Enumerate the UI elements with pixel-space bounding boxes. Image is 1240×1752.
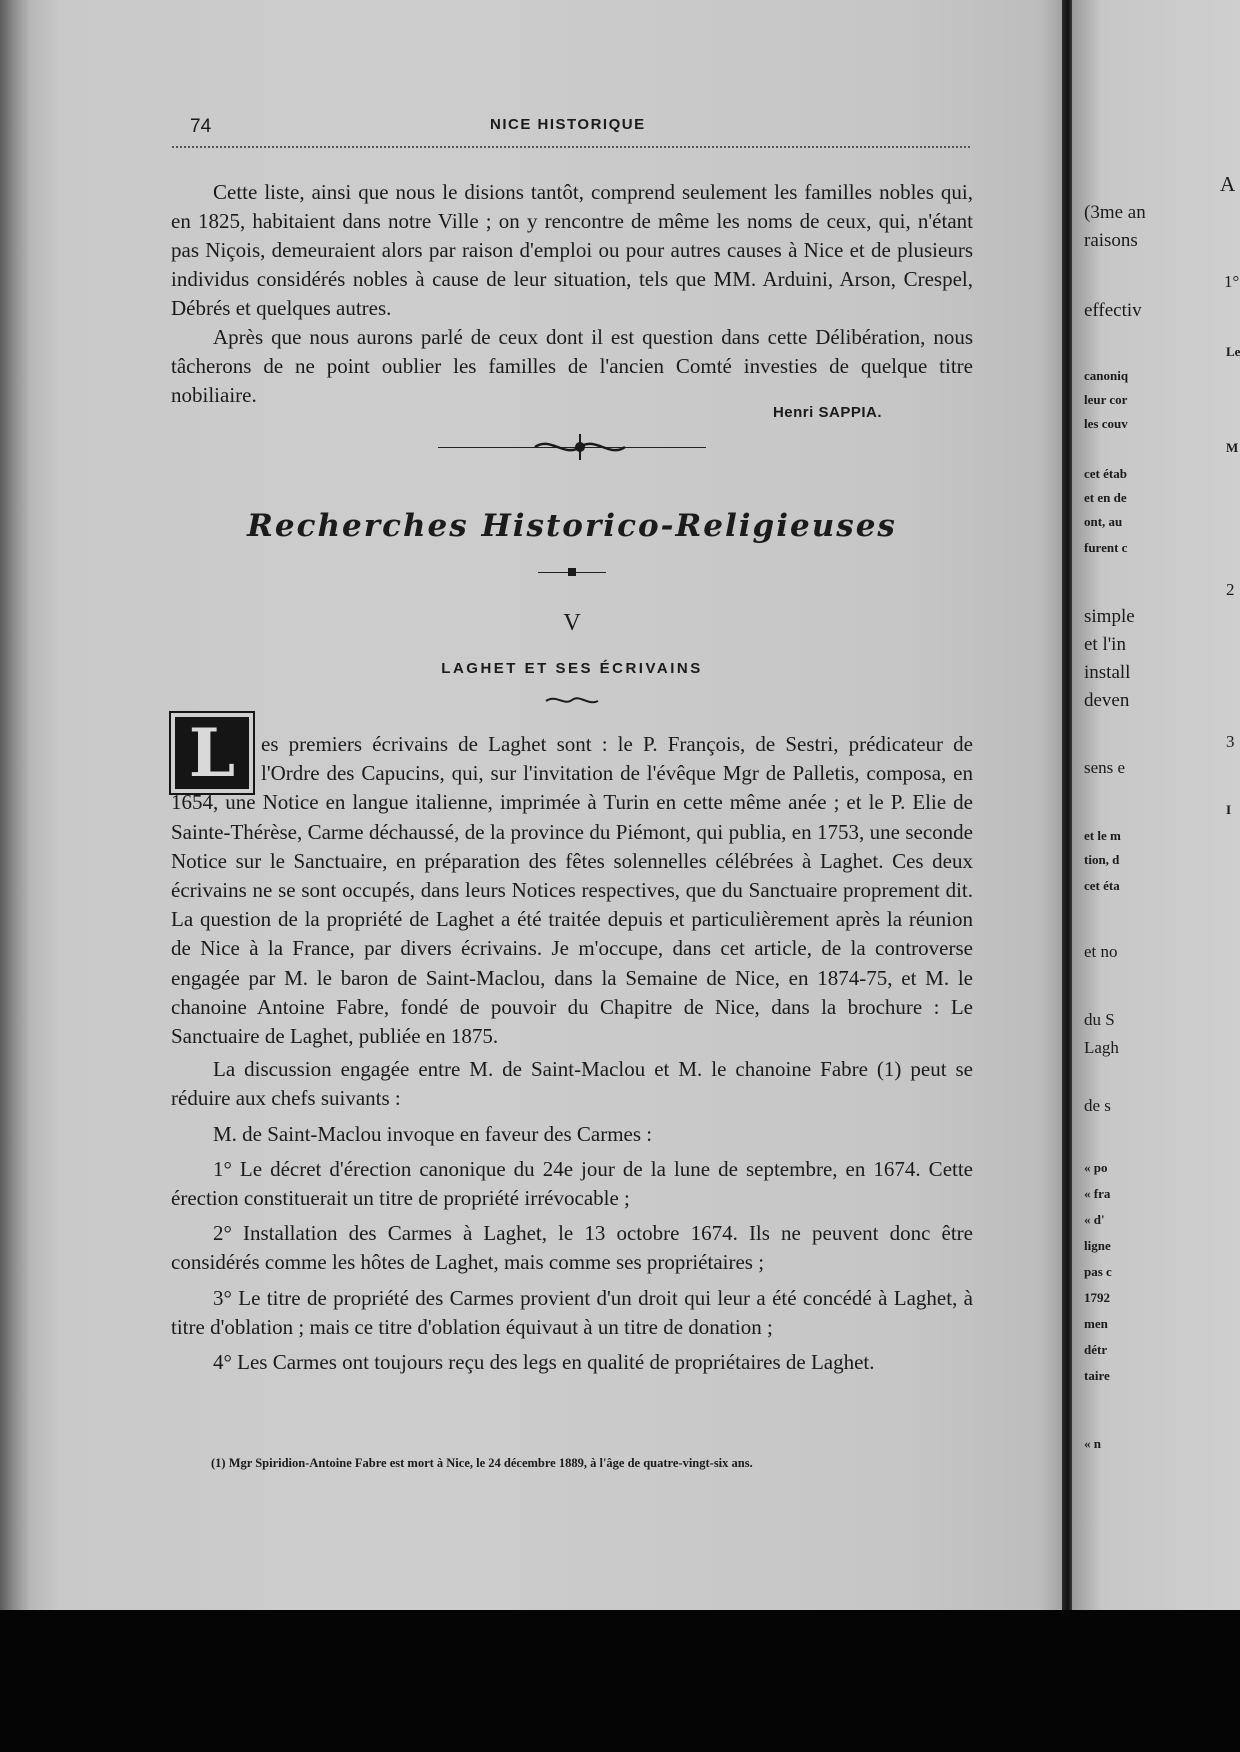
next-page-fragment: de s [1084,1096,1111,1115]
running-title: NICE HISTORIQUE [490,116,646,133]
next-page-fragment: « po [1084,1160,1108,1175]
next-page-fragment: « d' [1084,1212,1105,1227]
next-page-fragment: détr [1084,1342,1108,1357]
intro-paragraph: Cette liste, ainsi que nous le disions tantôt, comprend seulement les familles nobles qui, en 1825, habitaient dans notre Ville ; on y rencontre de même les noms de ceux, qui, n'étant pas Niçois, demeuraient alors par raison d'emploi ou pour autres causes à Nice et de plusieurs individus considérés nobles à cause de leur situation, tels que MM. Arduini, Arson, Crespel, Débrés et quelques autres. [171,180,973,320]
next-page-fragment: taire [1084,1368,1110,1383]
next-page-fragment: raisons [1084,230,1138,251]
next-page-fragment: I [1226,802,1232,817]
intro-paragraph: Après que nous aurons parlé de ceux dont il est question dans cette Délibération, nous tâcherons de ne point oublier les familles de l'ancien Comté investies de quelque titre nobiliaire. [171,325,973,407]
next-page-fragment: et no [1084,942,1118,961]
fleuron-ornament-icon [530,432,630,462]
next-page-fragment: ont, au [1084,514,1123,529]
drop-cap-spacer [171,730,261,786]
header-rule [172,146,970,148]
next-page-fragment: M [1226,440,1239,455]
next-page-fragment: les couv [1084,416,1128,431]
next-page-fragment: sens e [1084,758,1126,777]
next-page-fragment: A [1220,172,1236,196]
next-page-fragment: 1792 [1084,1290,1110,1305]
next-page-fragment: canoniq [1084,368,1129,383]
body-paragraph: La discussion engagée entre M. de Saint-Maclou et M. le chanoine Fabre (1) peut se réduire aux chefs suivants : [171,1057,973,1111]
chapter-title: LAGHET ET SES ÉCRIVAINS [441,660,703,677]
body-paragraph: M. de Saint-Maclou invoque en faveur des Carmes : [213,1121,653,1146]
next-page-fragment: cet étab [1084,466,1127,481]
illuminated-drop-cap: L [169,711,255,795]
next-page-fragment: effectiv [1084,300,1142,321]
next-page-fragment: 1° [1224,272,1240,291]
scanner-black-band [0,1610,1240,1752]
page-header [190,116,948,140]
book-gutter [1062,0,1072,1610]
next-page-fragment: install [1084,662,1131,683]
next-page-fragment: simple [1084,606,1135,627]
author-signature: Henri SAPPIA. [772,404,882,421]
next-page-fragment: du S [1084,1010,1115,1029]
chapter-number: V [563,610,581,636]
next-page-fragment: et en de [1084,490,1127,505]
next-page-fragment: pas c [1084,1264,1112,1279]
next-page-edge [1072,0,1240,1610]
claim-item: 4° Les Carmes ont toujours reçu des legs en qualité de propriétaires de Laghet. [213,1350,875,1375]
next-page-fragment: « n [1084,1436,1101,1451]
footnote: (1) Mgr Spiridion-Antoine Fabre est mort à Nice, le 24 décembre 1889, à l'âge de quatre-vingt-six ans. [211,1456,753,1470]
next-page-fragment: ligne [1084,1238,1111,1253]
next-page-fragment: furent c [1084,540,1128,555]
section-title: Recherches Historico-Religieuses [247,508,897,544]
claim-item: 2° Installation des Carmes à Laghet, le 13 octobre 1674. Ils ne peuvent donc être considérés comme les hôtes de Laghet, mais comme ses propriétaires ; [171,1221,973,1275]
next-page-fragment: Le [1226,344,1240,359]
next-page-fragment: men [1084,1316,1108,1331]
next-page-fragment: 2 [1226,580,1235,599]
next-page-fragment: tion, d [1084,852,1120,867]
small-ornament-icon [558,565,586,579]
page-number: 74 [190,116,212,137]
next-page-fragment: leur cor [1084,392,1128,407]
next-page-fragment: deven [1084,690,1130,711]
chapter-ornament-icon [544,694,600,706]
claim-item: 1° Le décret d'érection canonique du 24e jour de la lune de septembre, en 1674. Cette érection constituerait un titre de propriété irrévocable ; [171,1156,973,1211]
next-page-fragment: « fra [1084,1186,1111,1201]
next-page-fragment: et le m [1084,828,1121,843]
article-body [171,730,973,1377]
opening-paragraph: es premiers écrivains de Laghet sont : le P. François, de Sestri, prédicateur de l'Ordre des Capucins, qui, sur l'invitation de l'évêque Mgr de Palletis, composa, en 1654, une Notice en langue italienne, imprimée à Turin en cette même anée ; et le P. Elie de Sainte-Thérèse, Carme déchaussé, de la province du Piémont, qui publia, en 1753, une seconde Notice sur le Sanctuaire, en préparation des fêtes solennelles célébrées à Laghet. Ces deux écrivains ne se sont occupés, dans leurs Notices respectives, que du Sanctuaire proprement dit. La question de la propriété de Laghet a été traitée depuis et particulièrement après la réunion de Nice à la France, par divers écrivains. Je m'occupe, dans cet article, de la controverse engagée par M. le baron de Saint-Maclou, dans la Semaine de Nice, en 1874-75, et M. le chanoine Antoine Fabre, fondé de pouvoir du Chapitre de Nice, dans la brochure : Le Sanctuaire de Laghet, publiée en 1875. [171,732,973,1049]
next-page-fragment: cet éta [1084,878,1120,893]
next-page-fragment: Lagh [1084,1038,1119,1057]
next-page-fragment: 3 [1226,732,1235,751]
next-page-fragment: et l'in [1084,634,1126,655]
claim-item: 3° Le titre de propriété des Carmes provient d'un droit qui leur a été concédé à Laghet, à titre d'oblation ; mais ce titre d'oblation équivaut à un titre de donation ; [171,1285,973,1339]
next-page-fragment: (3me an [1084,202,1146,223]
